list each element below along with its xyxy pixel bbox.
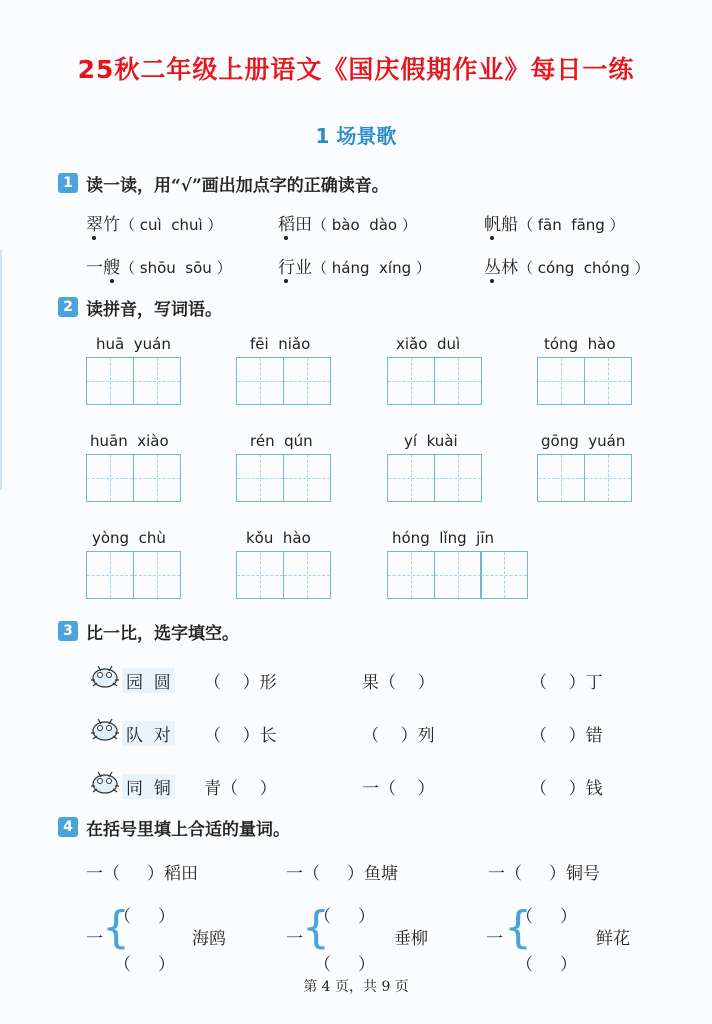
noun-label: 鲜花: [596, 929, 630, 949]
fill-blank[interactable]: （ ）钱: [530, 779, 603, 799]
question-prompt: 在括号里填上合适的量词。: [86, 819, 290, 840]
emphasis-dot: [110, 279, 114, 283]
emphasis-dot: [490, 279, 494, 283]
fill-blank[interactable]: 青（ ）: [204, 779, 277, 799]
lesson-title: 1 场景歌: [315, 124, 397, 148]
yi-prefix: 一: [286, 929, 303, 949]
pinyin-label: tóng hào: [544, 335, 616, 353]
pinyin-label: huā yuán: [96, 335, 171, 353]
writing-grid[interactable]: [387, 551, 527, 599]
character-pair: 同 铜: [122, 774, 175, 799]
measure-word-blank[interactable]: 一（ ）稻田: [86, 864, 199, 884]
q1-item: 帆船（ fān fāng ）: [484, 215, 625, 235]
question-number-badge: 2: [58, 297, 78, 317]
noun-label: 垂柳: [394, 929, 428, 949]
emphasis-dot: [490, 236, 494, 240]
bug-icon: [88, 662, 122, 694]
emphasis-dot: [284, 236, 288, 240]
writing-grid[interactable]: [86, 357, 179, 405]
fill-blank[interactable]: （ ）形: [204, 673, 277, 693]
measure-word-blank[interactable]: （ ）: [314, 955, 376, 975]
writing-grid[interactable]: [236, 551, 329, 599]
noun-label: 海鸥: [192, 929, 226, 949]
q1-item: 一艘（ shōu sōu ）: [86, 258, 232, 278]
pinyin-label: xiǎo duì: [396, 335, 461, 353]
fill-blank[interactable]: （ ）列: [362, 726, 435, 746]
writing-grid[interactable]: [236, 454, 329, 502]
measure-word-blank[interactable]: 一（ ）铜号: [488, 864, 601, 884]
brace-icon: {: [302, 902, 330, 953]
pinyin-label: gōng yuán: [541, 432, 626, 450]
q1-item: 翠竹（ cuì chuì ）: [86, 215, 223, 235]
fill-blank[interactable]: （ ）丁: [530, 673, 603, 693]
question-2-header: [58, 296, 222, 318]
writing-grid[interactable]: [537, 454, 630, 502]
brace-icon: {: [504, 902, 532, 953]
measure-word-blank[interactable]: （ ）: [314, 907, 376, 927]
q1-item: 丛林（ cóng chóng ）: [484, 258, 650, 278]
character-pair: 园 圆: [122, 668, 175, 693]
q1-item: 稻田（ bào dào ）: [278, 215, 417, 235]
yi-prefix: 一: [486, 929, 503, 949]
measure-word-blank[interactable]: 一（ ）鱼塘: [286, 864, 399, 884]
question-3-header: [58, 620, 239, 642]
question-1-header: [58, 172, 389, 194]
writing-grid[interactable]: [86, 454, 179, 502]
brace-icon: {: [102, 902, 130, 953]
bug-icon: [88, 715, 122, 747]
pinyin-label: kǒu hào: [246, 529, 311, 547]
writing-grid[interactable]: [387, 454, 480, 502]
fill-blank[interactable]: （ ）错: [530, 726, 603, 746]
fill-blank[interactable]: 果（ ）: [362, 673, 435, 693]
question-number-badge: 3: [58, 621, 78, 641]
emphasis-dot: [284, 279, 288, 283]
pinyin-label: yí kuài: [404, 432, 458, 450]
yi-prefix: 一: [86, 929, 103, 949]
pinyin-label: hóng lǐng jīn: [392, 529, 494, 547]
question-prompt: 读拼音，写词语。: [86, 299, 222, 320]
pinyin-label: rén qún: [250, 432, 313, 450]
bug-icon: [88, 768, 122, 800]
measure-word-blank[interactable]: （ ）: [114, 955, 176, 975]
writing-grid[interactable]: [236, 357, 329, 405]
writing-grid[interactable]: [537, 357, 630, 405]
question-4-header: [58, 816, 290, 838]
page-title: 25秋二年级上册语文《国庆假期作业》每日一练: [77, 55, 635, 84]
q1-item: 行业（ háng xíng ）: [278, 258, 431, 278]
page-edge-line: [0, 250, 2, 490]
fill-blank[interactable]: （ ）长: [204, 726, 277, 746]
writing-grid[interactable]: [387, 357, 480, 405]
question-prompt: 比一比，选字填空。: [86, 623, 239, 644]
question-number-badge: 4: [58, 817, 78, 837]
pinyin-label: huān xiào: [90, 432, 169, 450]
measure-word-blank[interactable]: （ ）: [114, 907, 176, 927]
character-pair: 队 对: [122, 721, 175, 746]
fill-blank[interactable]: 一（ ）: [362, 779, 435, 799]
question-prompt: 读一读，用“√”画出加点字的正确读音。: [86, 175, 389, 196]
question-number-badge: 1: [58, 173, 78, 193]
measure-word-blank[interactable]: （ ）: [516, 955, 578, 975]
pinyin-label: yòng chù: [92, 529, 166, 547]
writing-grid[interactable]: [86, 551, 179, 599]
measure-word-blank[interactable]: （ ）: [516, 907, 578, 927]
pinyin-label: fēi niǎo: [250, 335, 311, 353]
page-footer: 第 4 页，共 9 页: [303, 979, 409, 995]
emphasis-dot: [92, 236, 96, 240]
